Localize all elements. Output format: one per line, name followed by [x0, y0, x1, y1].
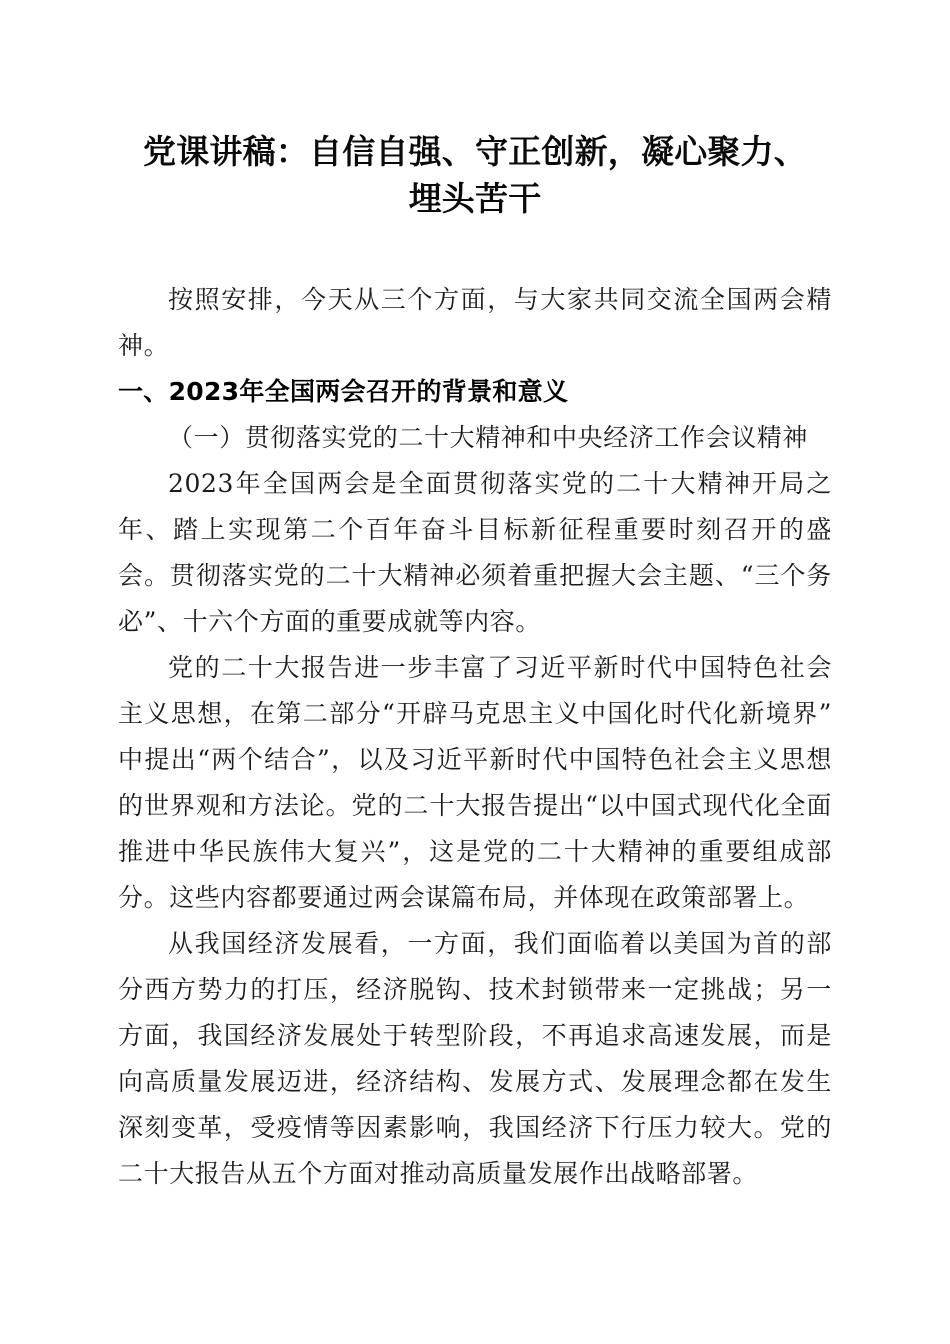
subsection-heading-one: （一）贯彻落实党的二十大精神和中央经济工作会议精神 — [168, 423, 809, 452]
page-title-line-1: 党课讲稿：自信自强、守正创新，凝心聚力、 — [143, 132, 807, 171]
title-spacer — [118, 222, 832, 277]
section-heading-one: 一、2023年全国两会召开的背景和意义 — [118, 377, 569, 406]
body-paragraph-2: 党的二十大报告进一步丰富了习近平新时代中国特色社会主义思想，在第二部分“开辟马克思主义中国化时代化新境界”中提出“两个结合”，以及习近平新时代中国特色社会主义思想的世界观和方法论。党的二十大报告提出“以中国式现代化全面推进中华民族伟大复兴”，这是党的二十大精神的重要组成部分。这些内容都要通过两会谋篇布局，并体现在政策部署上。 — [118, 653, 832, 912]
body-paragraph-3: 从我国经济发展看，一方面，我们面临着以美国为首的部分西方势力的打压，经济脱钩、技术封锁带来一定挑战；另一方面，我国经济发展处于转型阶段，不再追求高速发展，而是向高质量发展迈进，经济结构、发展方式、发展理念都在发生深刻变革，受疫情等因素影响，我国经济下行压力较大。党的二十大报告从五个方面对推动高质量发展作出战略部署。 — [118, 929, 832, 1188]
document-body — [118, 128, 832, 1197]
body-paragraph-1: 2023年全国两会是全面贯彻落实党的二十大精神开局之年、踏上实现第二个百年奋斗目标新征程重要时刻召开的盛会。贯彻落实党的二十大精神必须着重把握大会主题、“三个务必”、十六个方面的重要成就等内容。 — [118, 469, 832, 636]
page-title — [118, 128, 832, 222]
intro-paragraph: 按照安排，今天从三个方面，与大家共同交流全国两会精神。 — [118, 285, 832, 360]
page-title-line-2: 埋头苦干 — [408, 179, 542, 218]
